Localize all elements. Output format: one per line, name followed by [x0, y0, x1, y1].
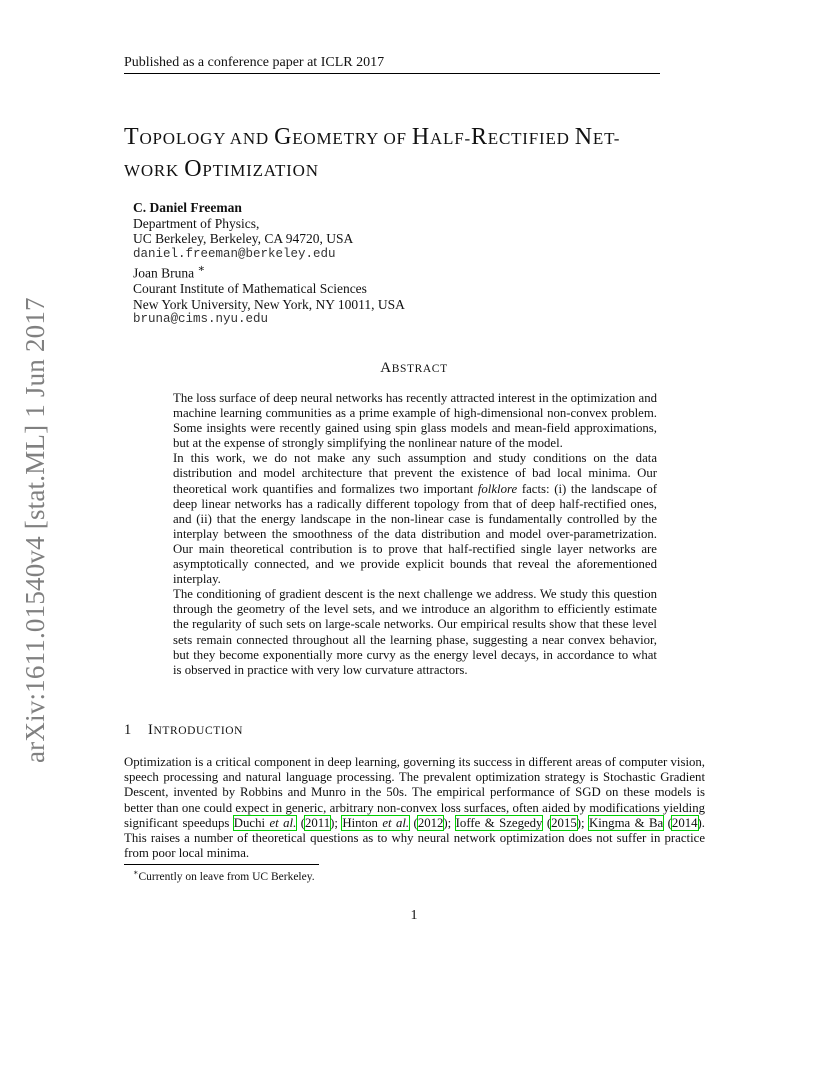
author-institution: Courant Institute of Mathematical Sciences — [133, 281, 367, 296]
citation-link[interactable]: Ioffe & Szegedy — [455, 815, 543, 830]
cite-name: Hinton — [342, 815, 383, 830]
abstract-text: facts: (i) the landscape of deep linear networks has a radically different topology from that of deep half-rectified ones, and (ii) that the energy landscape in the non-linear case is fundamentally controlled by the interplay between the smoothness of the data distribution and model over-parametrization. Our main theoretical contribution is to prove that half-rectified single layer networks are asymptotically connected, and we provide explicit bounds that reveal the aforementioned interplay. — [173, 481, 657, 587]
author-email[interactable]: daniel.freeman@berkeley.edu — [133, 246, 336, 261]
citation-year-link[interactable]: 2011 — [304, 815, 331, 830]
title-part: R — [470, 124, 488, 150]
abstract-emphasis: folklore — [477, 481, 518, 496]
author-address: UC Berkeley, Berkeley, CA 94720, USA — [133, 231, 354, 246]
citation-link[interactable]: Kingma & Ba — [588, 815, 664, 830]
footnote-text: Currently on leave from UC Berkeley. — [138, 870, 315, 883]
header-text: Published as a conference paper at ICLR 2017 — [124, 55, 385, 70]
cite-etal: et al. — [382, 815, 410, 830]
author-name — [133, 262, 405, 281]
heading-part: BSTRACT — [391, 363, 448, 375]
title-part: T — [124, 124, 140, 150]
author-department: Department of Physics, — [133, 215, 260, 231]
paper-title — [124, 122, 724, 186]
heading-part: I — [148, 722, 154, 738]
footnote-divider — [124, 864, 319, 865]
section-number: 1 — [124, 722, 132, 738]
intro-text: . This raises a number of theoretical questions as to why neural network optimization does not suffer in practice from poor local minima. — [124, 815, 705, 861]
section-heading-introduction — [124, 722, 243, 739]
author-address: New York University, New York, NY 10011, USA — [133, 296, 405, 312]
footnote-mark: ∗ — [133, 868, 139, 877]
title-part: O — [184, 156, 203, 182]
cite-etal: et al. — [269, 815, 297, 830]
title-part: EOMETRY OF — [292, 129, 412, 148]
citation-link[interactable] — [234, 816, 297, 830]
arxiv-id-text: arXiv:1611.01540v4 [stat.ML] 1 Jun 2017 — [20, 297, 50, 763]
abstract-paragraph: The loss surface of deep neural networks has recently attracted interest in the optimization and machine learning communities as a prime example of high-dimensional non-convex problem. Some insights were recently gained using spin glass models and mean-field approximations, but at the expense of strongly simplifying the nonlinear nature of the model. — [173, 391, 657, 451]
title-part: WORK — [124, 161, 185, 180]
title-part: H — [411, 124, 430, 150]
abstract-heading — [0, 360, 828, 377]
citation-year-link[interactable]: 2012 — [417, 815, 444, 830]
title-part: ALF- — [429, 129, 471, 148]
introduction-body — [124, 755, 705, 861]
abstract-body — [173, 391, 657, 678]
page-number: 1 — [410, 908, 418, 923]
heading-part: A — [380, 360, 392, 376]
citation-year-link[interactable]: 2014 — [671, 815, 698, 830]
citation-year-link[interactable]: 2015 — [551, 815, 577, 830]
title-part: ECTIFIED — [487, 129, 575, 148]
title-line-1 — [124, 122, 724, 154]
citation-link[interactable] — [342, 816, 409, 830]
heading-part: NTRODUCTION — [153, 725, 244, 737]
cite-name: Duchi — [233, 815, 270, 830]
author-email[interactable]: bruna@cims.nyu.edu — [133, 312, 269, 326]
title-part: PTIMIZATION — [202, 161, 319, 180]
running-header — [124, 55, 660, 74]
abstract-paragraph — [173, 451, 657, 587]
abstract-paragraph: The conditioning of gradient descent is the next challenge we address. We study this question through the geometry of the level sets, and we introduce an algorithm to efficiently estimate the regularity of such sets on large-scale networks. Our empirical results show that these level sets remain connected throughout all the learning phase, suggesting a near convex behavior, but they become exponentially more curvy as the energy level decays, in accordance to what is observed in practice with very low curvature attractors. — [173, 587, 657, 677]
title-part: ET- — [592, 129, 621, 148]
abstract-text: In this work, we do not make any such assumption and study conditions on the data distribution and model architecture that prevent the existence of bad local minima. Our theoretical work quantifies and formalizes two important — [173, 451, 657, 496]
author-name: C. Daniel Freeman — [133, 200, 242, 215]
title-part: N — [574, 124, 593, 150]
title-part: OPOLOGY AND — [139, 129, 275, 148]
author-block — [133, 200, 405, 328]
intro-paragraph: Optimization is a critical component in deep learning, governing its success in different areas of computer vision, speech processing and natural language processing. The prevalent optimization strategy is Stochastic Gradient Descent, invented by Robbins and Munro in the 50s. The empirical performance of SGD on these models is better than one could expect in generic, arbitrary non-convex loss surfaces, often aided by modifications yielding significant speedups Duchi et al. (2011); Hinton et al. (2012); Ioffe & Szegedy (2015); Kingma & Ba (2014). This raises a number of theoretical questions as to why neural network optimization does not suffer in practice from poor local minima. — [124, 755, 705, 861]
title-line-2 — [124, 154, 724, 186]
intro-text: Optimization is a critical component in deep learning, governing its success in different areas of computer vision, speech processing and natural language processing. The prevalent optimization strategy is Stochastic Gradient Descent, invented by Robbins and Munro in the 50s. The empirical performance of SGD on these models is better than one could expect in generic, arbitrary non-convex loss surfaces, often aided by modifications yielding significant speedups — [124, 755, 705, 830]
footnote — [133, 868, 315, 883]
author-name-text: Joan Bruna — [133, 265, 195, 281]
footnote-marker[interactable]: ∗ — [197, 263, 206, 275]
title-part: G — [274, 124, 293, 150]
